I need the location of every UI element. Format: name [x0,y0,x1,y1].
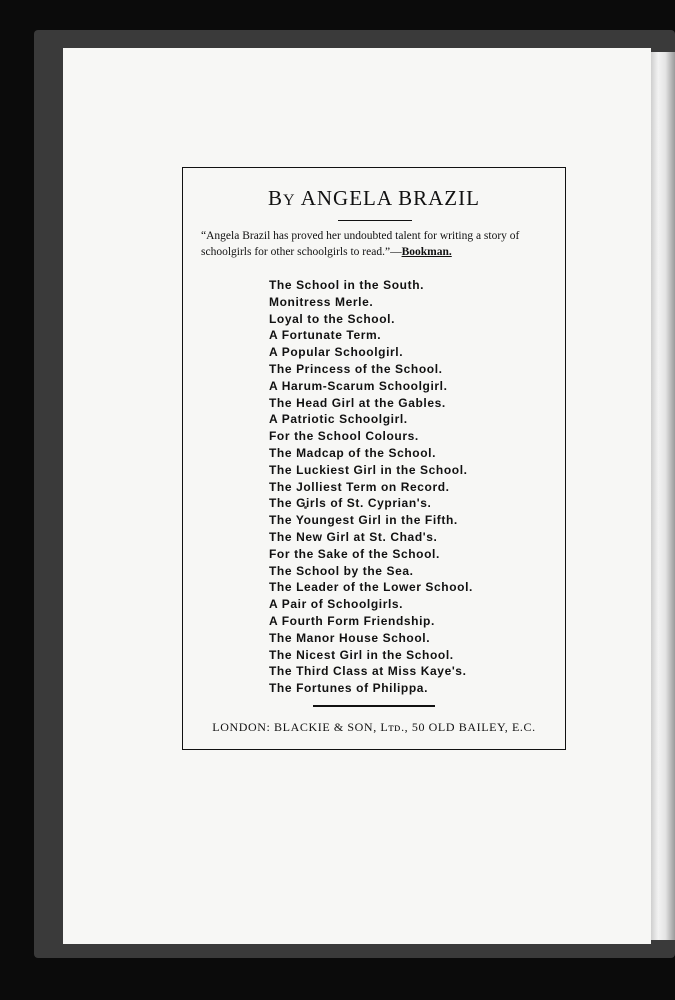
book-title: The Princess of the School. [269,361,443,376]
publisher-imprint: LONDON: BLACKIE & SON, Lᴛᴅ., 50 OLD BAILEY, E.C. [212,720,536,734]
book-title: The Luckiest Girl in the School. [269,462,468,477]
book-title: For the Sake of the School. [269,546,440,561]
book-title: The Head Girl at the Gables. [269,395,446,410]
page-edges [651,52,675,940]
book-title: A Harum-Scarum Schoolgirl. [269,378,448,393]
author-heading [183,186,565,211]
review-quote [201,228,553,260]
heading-prefix-rest: Y [283,192,296,209]
book-title: The School in the South. [269,278,425,292]
book-title: The Fortunes of Philippa. [269,681,428,696]
book-title: The Third Class at Miss Kaye's. [269,664,467,679]
bottom-divider [313,705,435,707]
book-title: The Madcap of the School. [269,445,437,460]
quote-source: Bookman. [401,246,452,258]
book-title: A Pair of Schoolgirls. [269,597,404,612]
book-title: A Fourth Form Friendship. [269,613,435,628]
advertisement-box [182,167,566,750]
book-title: A Popular Schoolgirl. [269,345,404,360]
book-title: The Girls of St. Cyprian's. [269,496,432,511]
top-divider [338,220,412,221]
book-title: The New Girl at St. Chad's. [269,529,438,544]
book-title-list [269,277,473,697]
book-title: The Nicest Girl in the School. [269,647,454,662]
book-title: The Manor House School. [269,630,431,645]
book-title: Loyal to the School. [269,311,396,326]
book-title: The School by the Sea. [269,563,414,578]
book-title: Monitress Merle. [269,294,374,309]
book-title: For the School Colours. [269,429,419,444]
book-title: The Leader of the Lower School. [269,580,473,595]
book-title: The Youngest Girl in the Fifth. [269,513,458,528]
book-title: A Patriotic Schoolgirl. [269,412,408,427]
heading-prefix-initial: B [268,186,284,210]
author-name: ANGELA BRAZIL [300,186,480,210]
quote-text: “Angela Brazil has proved her undoubted talent for writing a story of schoolgirls for other schoolgirls to read.”— [201,230,520,258]
book-title: The Jolliest Term on Record. [269,479,450,494]
book-title: A Fortunate Term. [269,328,382,343]
